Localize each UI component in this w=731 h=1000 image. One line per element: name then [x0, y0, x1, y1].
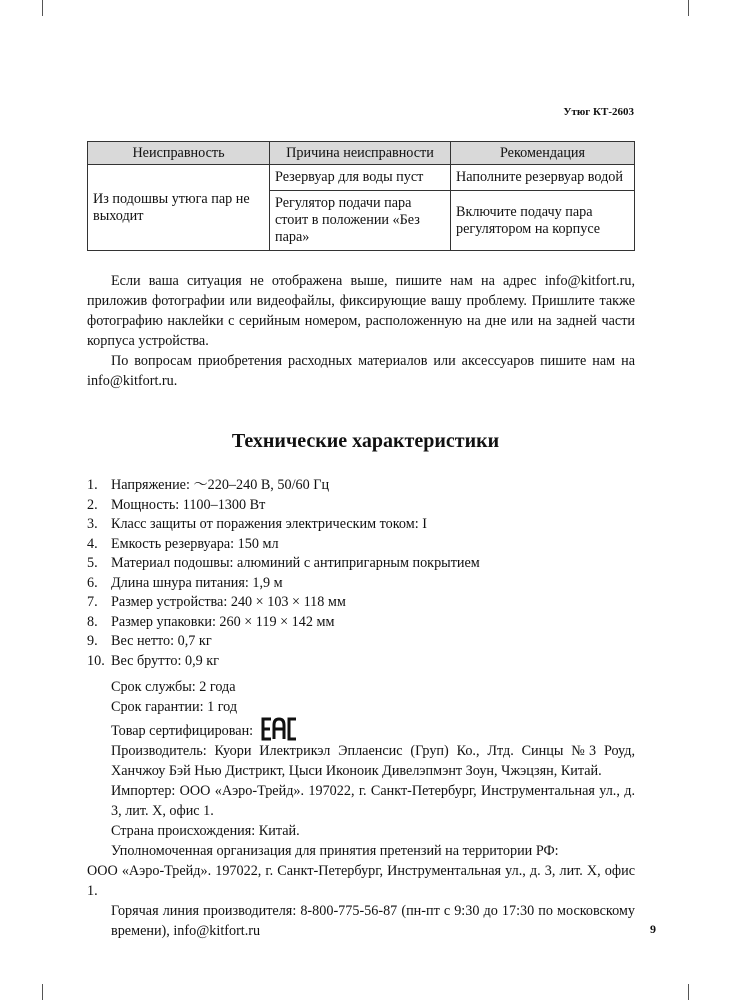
list-item: 5. Материал подошвы: алюминий с антипригарным покрытием [87, 555, 480, 571]
accessories-paragraph: По вопросам приобретения расходных материалов или аксессуаров пишите нам на info@kitfort.ru. [87, 353, 635, 389]
specs-title: Технические характеристики [231, 430, 500, 452]
list-item: 7. Размер устройства: 240 × 103 × 118 мм [87, 594, 346, 610]
list-item: 1. Напряжение: ～220–240 В, 50/60 Гц [87, 477, 330, 493]
page-number: 9 [650, 922, 656, 936]
authorized-organization-address: ООО «Аэро-Трейд». 197022, г. Санкт-Петербург, Инструментальная ул., д. 3, лит. Х, офис 1. [87, 863, 635, 899]
problem-cell: Из подошвы утюга пар не выходит [88, 165, 270, 251]
certification-line: Товар сертифицирован: [87, 717, 635, 741]
hotline: Горячая линия производителя: 8-800-775-56-87 (пн-пт с 9:30 до 17:30 по московскому времени), info@kitfort.ru [111, 903, 635, 939]
column-header-recommendation: Рекомендация [451, 142, 635, 165]
column-header-cause: Причина неисправности [270, 142, 451, 165]
cause-cell: Резервуар для воды пуст [270, 165, 451, 191]
list-item: 9. Вес нетто: 0,7 кг [87, 633, 212, 649]
column-header-problem: Неисправность [88, 142, 270, 165]
specs-list [87, 476, 480, 671]
list-item: 6. Длина шнура питания: 1,9 м [87, 574, 283, 591]
crop-mark-top-left [42, 0, 43, 16]
list-item: 4. Емкость резервуара: 150 мл [87, 535, 279, 552]
country-of-origin: Страна происхождения: Китай. [111, 823, 300, 839]
recommendation-cell: Наполните резервуар водой [451, 165, 635, 191]
manufacturer: Производитель: Куори Илектрикэл Эплаенсис (Груп) Ко., Лтд. Синцы №3 Роуд, Ханчжоу Бэй Нью Дистрикт, Цыси Иконоик Дивелэпмэнт Зоун, Чжэцзян, Китай. [111, 743, 635, 779]
list-item: 2. Мощность: 1100–1300 Вт [87, 496, 266, 513]
service-life: Срок службы: 2 года [111, 679, 236, 695]
authorized-organization: Уполномоченная организация для принятия претензий на территории РФ: [111, 843, 559, 859]
recommendation-cell: Включите подачу пара регулятором на корпусе [451, 191, 635, 251]
contact-paragraph: Если ваша ситуация не отображена выше, пишите нам на адрес info@kitfort.ru, приложив фотографии или видеофайлы, фиксирующие вашу проблему. Пришлите также фотографию наклейки с серийным номером, расположенную на дне или на задней части корпуса устройства. [87, 273, 635, 349]
list-item: 10. Вес брутто: 0,9 кг [87, 652, 219, 669]
crop-mark-bottom-left [42, 984, 43, 1000]
list-item: 8. Размер упаковки: 260 × 119 × 142 мм [87, 613, 335, 630]
importer: Импортер: ООО «Аэро-Трейд». 197022, г. Санкт-Петербург, Инструментальная ул., д. 3, лит. Х, офис 1. [111, 783, 635, 819]
list-item: 3. Класс защиты от поражения электрическим током: I [87, 516, 427, 532]
table-header-row [88, 142, 635, 165]
eac-mark-icon [261, 717, 299, 741]
table-row [88, 165, 635, 191]
warranty: Срок гарантии: 1 год [111, 699, 238, 715]
page-header-model: Утюг КТ-2603 [563, 106, 634, 118]
troubleshooting-table [87, 141, 635, 251]
crop-mark-bottom-right [688, 984, 689, 1000]
cause-cell: Регулятор подачи пара стоит в положении «Без пара» [270, 191, 451, 251]
product-info-block [87, 677, 635, 941]
crop-mark-top-right [688, 0, 689, 16]
